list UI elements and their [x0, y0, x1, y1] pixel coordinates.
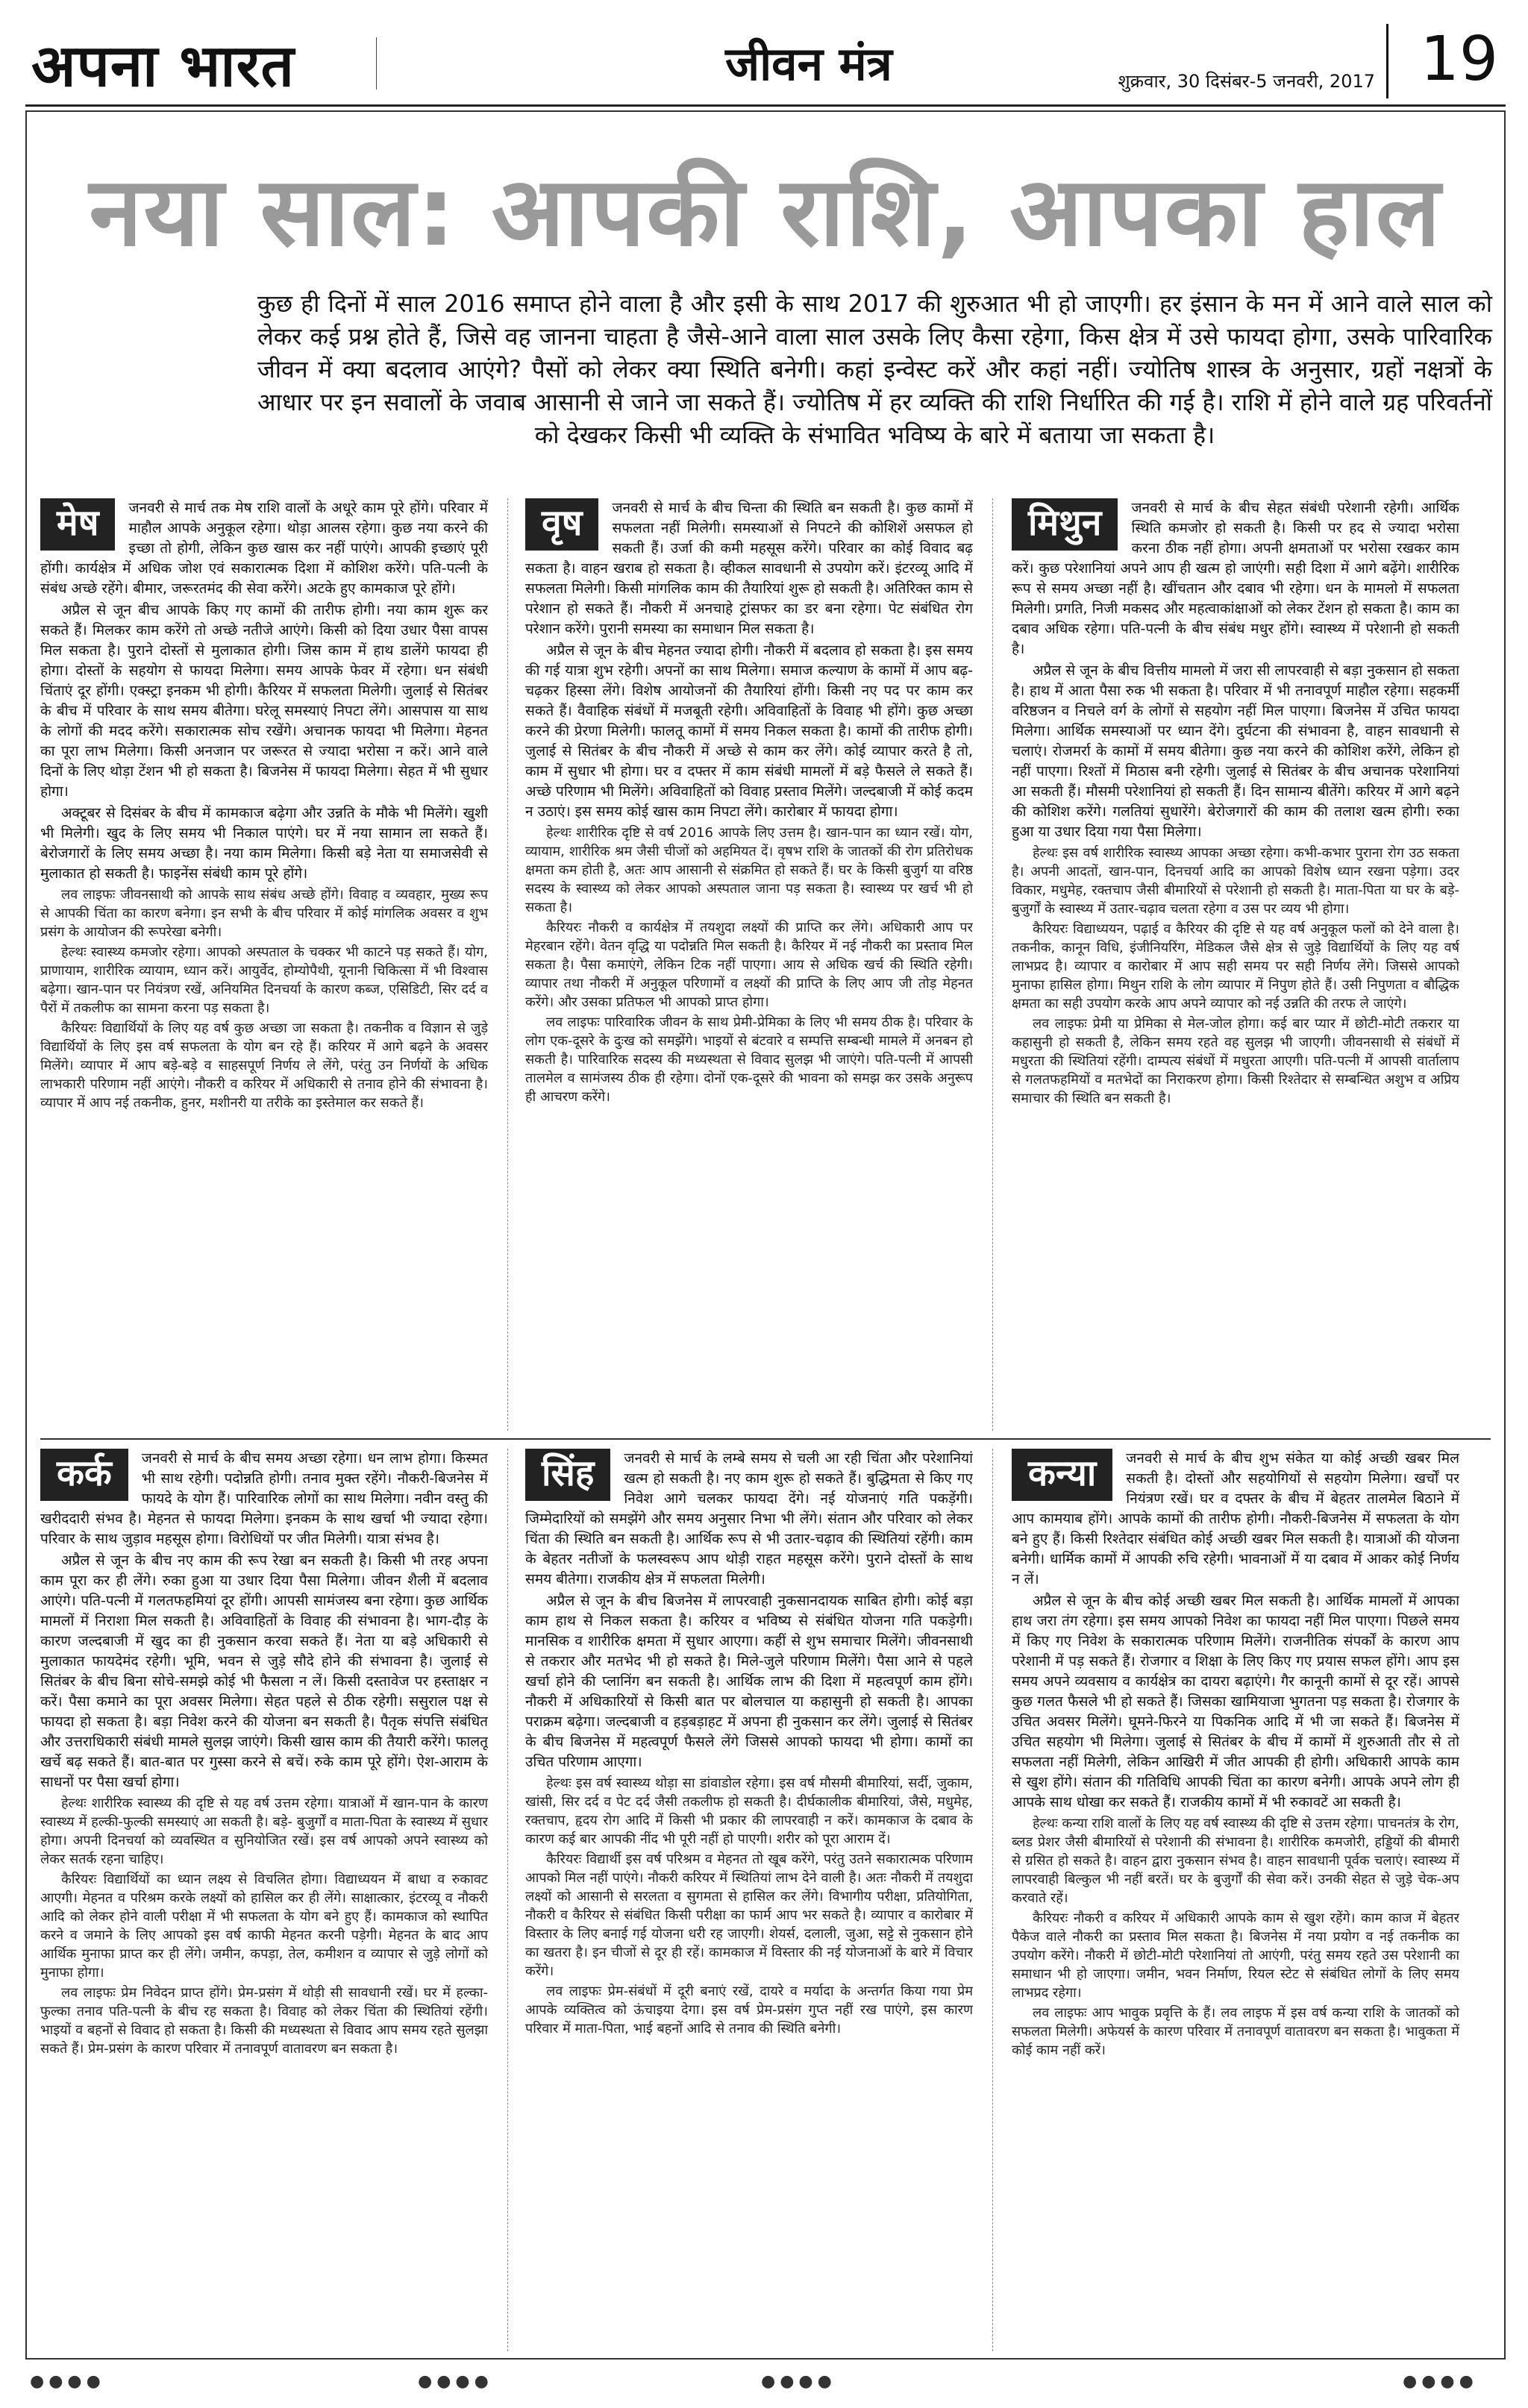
career-paragraph: कैरियरः विद्यार्थी इस वर्ष परिश्रम व मेहनत तो खूब करेंगे, परंतु उतने सकारात्मक परिणाम आपको मिल नहीं पाएंगे। नौकरी करियर में स्थितियां लाभ देने वाली है। अतः नौकरी में तयशुदा लक्ष्यों को आसानी से सरलता व सुगमता से हासिल कर लेंगे। विभागीय परीक्षा, प्रतियोगिता, नौकरी व कैरियर से संबंधित किसी परीक्षा का फार्म आप भर सकते है। व्यापार व कारोबार में विस्तार के लिए बनाई गई योजना धरी रह जाएगी। शेयर्स, दलाली, जुआ, सट्टे से नुकसान होने का खतरा है। इन चीजों से दूर ही रहें। कामकाज में विस्तार की नई योजनाओं के बारे में विचार करेंगे। [525, 1852, 973, 1979]
health-paragraph: हेल्थः स्वास्थ्य कमजोर रहेगा। आपको अस्पताल के चक्कर भी काटने पड़ सकते हैं। योग, प्राणायाम, शारीरिक व्यायाम, ध्यान करें। आयुर्वेद, होम्योपैथी, यूनानी चिकित्सा में भी विश्वास बढ़ेगा। खान-पान पर नियंत्रण रखें, अनियमित दिनचर्या के कारण कब्ज, एसिडिटी, सिर दर्द व पैरों में तकलीफ का सामना करना पड़ सकता है। [40, 944, 488, 1016]
sign-paragraph: अप्रैल से जून के बीच नए काम की रूप रेखा बन सकती है। किसी भी तरह अपना काम पूरा कर ही लेंगे। रुका हुआ या उधार दिया पैसा मिलेगा। जीवन शैली में बदलाव आएंगे। पति-पत्नी में गलतफहमियां दूर होंगी। आपसी सामंजस्य बना रहेगा। कुछ आर्थिक मामलों में निराशा मिल सकती है। अविवाहितों के विवाह की संभावना है। भाग-दौड़ के कारण जल्दबाजी में खुद का ही नुकसान करवा सकते हैं। नेता या बड़े अधिकारी से मुलाकात फायदेमंद रहेगी। भूमि, भवन से जुड़े सौदे होने की संभावना है। जुलाई से सितंबर के बीच बिना सोचे-समझे कोई भी फैसला न लें। किसी दस्तावेज पर हस्ताक्षर न करें। पैसा कमाने का पूरा अवसर मिलेगा। सेहत पहले से ठीक रहेगी। ससुराल पक्ष से फायदा हो सकता है। बड़ा निवेश करने की योजना बन सकती है। पैतृक संपत्ति संबंधित और उत्तराधिकारी संबंधी मामले सुलझ जाएंगे। किसी खास काम की तैयारी करेंगे। फालतू खर्चे बढ़ सकते हैं। बात-बात पर गुस्सा करने से बचें। रुके काम पूरे होंगे। ऐश-आराम के साधनों पर पैसा खर्चा होगा। [40, 1552, 488, 1790]
sign-paragraph: जनवरी से मार्च के बीच शुभ संकेत या कोई अच्छी खबर मिल सकती है। दोस्तों और सहयोगियों से सहयोग मिलेगा। खर्चों पर नियंत्रण रखें। घर व दफ्तर के बीच में बेहतर तालमेल बिठाने में आप कामयाब होंगे। आपके कामों की तारीफ होगी। नौकरी-बिजनेस में सफलता के योग बने हुए हैं। किसी रिश्तेदार संबंधित कोई अच्छी खबर मिल सकती है। यात्राओं की योजना बनेगी। धार्मिक कामों में आपकी रुचि रहेगी। भावनाओं में या दबाव में आकर कोई निर्णय न लें। [1012, 1450, 1459, 1587]
section-title: जीवन मंत्र [725, 37, 892, 91]
sign-paragraph: अप्रैल से जून बीच आपके किए गए कामों की तारीफ होगी। नया काम शुरू कर सकते हैं। मिलकर काम करेंगे तो अच्छे नतीजे आएंगे। किसी को दिया उधार पैसा वापस मिल सकता है। पुराने दोस्तों से मुलाकात होगी। जिस काम में हाथ डालेंगे फायदा ही होगा। दोस्तों के सहयोग से फायदा मिलेगा। समय आपके फेवर में रहेगा। धन संबंधी चिंताएं दूर होंगी। एक्स्ट्रा इनकम भी होगी। कैरियर में सफलता मिलेगी। जुलाई से सितंबर के बीच में परिवार के साथ समय बीतेगा। घरेलू समस्याएं निपटा लेंगे। आसपास या साथ के लोगों की मदद करेंगे। सकारात्मक सोच रखेंगे। अचानक फायदा भी मिलेगा। मेहनत का पूरा लाभ मिलेगा। किसी अनजान पर जरूरत से ज्यादा भरोसा न करें। आने वाले दिनों के लिए थोड़ा टेंशन भी हो सकता है। बिजनेस में फायदा मिलेगा। सेहत में भी सुधार होगा। [40, 602, 488, 800]
sign-paragraph: जनवरी से मार्च के लम्बे समय से चली आ रही चिंता और परेशानियां खत्म हो सकती है। नए काम शुरू हो सकते हैं। बुद्धिमता से किए गए निवेश आगे चलकर फायदा देंगे। नई योजनाएं गति पकड़ेंगी। जिम्मेदारियों को समझेंगे और समय अनुसार निभा भी लेंगे। संतान और परिवार को लेकर चिंता की स्थिति बन सकती है। आर्थिक रूप से भी उतार-चढ़ाव की स्थितियां रहेंगी। काम के बेहतर नतीजों के फलस्वरूप आप थोड़ी राहत महसूस करेंगे। पुराने दोस्तों के साथ समय बीतेगा। राजकीय क्षेत्र में सफलता मिलेगी। [525, 1450, 973, 1587]
sign-paragraph: अप्रैल से जून के बीच बिजनेस में लापरवाही नुकसानदायक साबित होगी। कोई बड़ा काम हाथ से निकल सकता है। करियर व भविष्य से संबंधित योजना गति पकड़ेगी। मानसिक व शारीरिक क्षमता में सुधार आएगा। कहीं से शुभ समाचार मिलेंगे। जीवनसाथी से तकरार और मतभेद भी हो सकते है। मिले-जुले परिणाम मिलेंगे। पैसा आने से पहले खर्चा होने की प्लानिंग बन सकती है। आर्थिक लाभ की दिशा में महत्वपूर्ण काम होंगे। नौकरी में अधिकारियों से किसी बात पर बोलचाल या कहासुनी हो सकती है। आपका पराक्रम बढ़ेगा। जल्दबाजी व हड़बड़ाहट में अपना ही नुकसान कर लेंगे। जुलाई से सितंबर के बीच बिजनेस में महत्वपूर्ण फैसले लेंगे जिससे आपको फायदा भी होगा। कामों का उचित परिणाम आएगा। [525, 1593, 973, 1770]
career-paragraph: कैरियरः नौकरी व कार्यक्षेत्र में तयशुदा लक्ष्यों की प्राप्ति कर लेंगे। अधिकारी आप पर मेहरबान रहेंगे। वेतन वृद्धि या पदोन्नति मिल सकती है। कैरियर में नई नौकरी का प्रस्ताव मिल सकता है। पैसा कमाएंगे, लेकिन टिक नहीं पाएगा। आय से अधिक खर्च की स्थिति रहेगी। व्यापार तथा नौकरी में अनुकूल परिणामों व लक्ष्यों की प्राप्ति के लिए आप जी तोड़ मेहनत करेंगे। और उसका प्रतिफल भी आपको प्राप्त होगा। [525, 920, 973, 1010]
sign-column-kark [40, 1449, 488, 2351]
column-divider [507, 1449, 508, 2351]
footer-dots: ●●●● [1403, 2372, 1478, 2391]
masthead-divider [376, 37, 377, 90]
love-life-paragraph: लव लाइफः आप भावुक प्रवृत्ति के हैं। लव लाइफ में इस वर्ष कन्या राशि के जातकों को सफलता मिलेगी। अफेयर्स के कारण परिवार में तनावपूर्ण वातावरण बन सकता है। भावुकता में कोई काम नहीं करें। [1012, 2005, 1459, 2058]
sign-paragraph: अप्रैल से जून के बीच मेहनत ज्यादा होगी। नौकरी में बदलाव हो सकता है। इस समय की गई यात्रा शुभ रहेगी। अपनों का साथ मिलेगा। समाज कल्याण के कामों में आप बढ़-चढ़कर हिस्सा लेंगे। विशेष आयोजनों की तैयारियां होंगी। किसी नए पद पर काम कर सकते हैं। वैवाहिक संबंधों में मजबूती रहेगी। अविवाहितों के विवाह भी होंगे। कुछ अच्छा करने की प्रेरणा मिलेगी। फालतू कामों में समय निकल सकता है। कामों की तारीफ होगी। जुलाई से सितंबर के बीच नौकरी में अच्छे से काम कर लेंगे। कोई व्यापार करते है तो, काम में सुधार भी होगा। घर व दफ्तर में काम संबंधी मामलों में बड़े फैसले ले सकते हैं। अच्छे परिणाम भी मिलेंगे। अविवाहितों को विवाह प्रस्ताव मिलेंगे। जल्दबाजी में कोई कदम न उठाएं। इस समय कोई खास काम निपटा लेंगे। कारोबार में फायदा होगा। [525, 642, 973, 820]
sign-label: मेष [40, 498, 115, 551]
career-paragraph: कैरियरः नौकरी व करियर में अधिकारी आपके काम से खुश रहेंगे। काम काज में बेहतर पैकेज वाले नौकरी का प्रस्ताव मिल सकता है। बिजनेस में नया प्रयोग व नई तकनीक का उपयोग करेंगे। नौकरी में छोटी-मोटी परेशानियां तो आएंगी, परंतु समय रहते उस परेशानी का समाधान भी हो जाएगा। जमीन, भवन निर्माण, रियल स्टेट से संबंधित लोगों के लिए समय लाभप्रद रहेगा। [1012, 1910, 1459, 2001]
love-life-paragraph: लव लाइफः प्रेमी या प्रेमिका से मेल-जोल होगा। कई बार प्यार में छोटी-मोटी तकरार या कहासुनी हो सकती है, लेकिन समय रहते वह सुलझ भी जाएगी। जीवनसाथी से संबंधों में मधुरता की स्थितियां रहेंगी। दाम्पत्य संबंधों में मधुरता आएगी। पति-पत्नी में आपसी वार्तालाप से गलतफहमियों व मतभेदों का निराकरण होगा। किसी रिश्तेदार से सम्बन्धित अशुभ व अप्रिय समाचार की स्थिति बन सकती है। [1012, 1016, 1459, 1106]
row-divider [40, 1438, 1491, 1440]
sign-paragraph: अप्रैल से जून के बीच वित्तीय मामलो में जरा सी लापरवाही से बड़ा नुकसान हो सकता है। हाथ में आता पैसा रुक भी सकता है। परिवार में भी तनावपूर्ण माहौल रहेगा। सहकर्मी वरिष्ठजन व निचले वर्ग के लोगों से सहयोग नहीं मिल पाएगा। बिजनेस में उचित फायदा मिलेगा। आर्थिक समस्याओं पर ध्यान देंगे। दुर्घटना की संभावना है, वाहन सावधानी से चलाएं। रोजमर्रा के कामों में समय बीतेगा। कुछ नया करने की कोशिश करेंगे, लेकिन हो नहीं पाएगा। रिश्तों में मिठास बनी रहेगी। जुलाई से सितंबर के बीच अचानक परेशानियां आ सकती हैं। मौसमी परेशानियां हो सकती हैं। दिन सामान्य बीतेंगे। करियर में आगे बढ़ने की कोशिश करेंगे। गलतियां सुधारेंगे। बेरोजगारों की काम की तलाश खत्म होगी। रुका हुआ या उधार दिया गया पैसा मिलेगा। [1012, 662, 1459, 840]
love-life-paragraph: लव लाइफः जीवनसाथी को आपके साथ संबंध अच्छे होंगे। विवाह व व्यवहार, मुख्य रूप से आपकी चिंता का कारण बनेगा। इन सभी के बीच परिवार में कोई मांगलिक अवसर व शुभ प्रसंग के आयोजन की रूपरेखा बनेगी। [40, 887, 488, 940]
health-paragraph: हेल्थः शारीरिक दृष्टि से वर्ष 2016 आपके लिए उत्तम है। खान-पान का ध्यान रखें। योग, व्यायाम, शारीरिक श्रम जैसी चीजों को अहमियत दें। वृषभ राशि के जातकों की रोग प्रतिरोधक क्षमता कम होती है, अतः आप आसानी से संक्रमित हो सकते हैं। घर के किसी बुजुर्ग या वरिष्ठ सदस्य के स्वास्थ्य को लेकर आपको अस्पताल जाना पड़ सकता है। स्वास्थ्य पर खर्च भी हो सकता है। [525, 825, 973, 915]
masthead [25, 21, 1506, 107]
health-paragraph: हेल्थः इस वर्ष स्वास्थ्य थोड़ा सा डांवाडोल रहेगा। इस वर्ष मौसमी बीमारियां, सर्दी, जुकाम, खांसी, सिर दर्द व पेट दर्द जैसी तकलीफ हो सकती है। दीर्घकालीक बीमारियां, जैसे, मधुमेह, रक्तचाप, हृदय रोग आदि में किसी भी प्रकार की लापरवाही न करें। कामकाज के दबाव के कारण कई बार आपकी नींद भी पूरी नहीं हो पाएगी। शरीर को पूरा आराम दें। [525, 1775, 973, 1847]
newspaper-brand: अपना भारत [31, 32, 295, 100]
column-divider [992, 498, 993, 1431]
sign-column-kanya [1012, 1449, 1459, 2351]
sign-paragraph: जनवरी से मार्च तक मेष राशि वालों के अधूरे काम पूरे होंगे। परिवार में माहौल आपके अनुकूल रहेगा। थोड़ा आलस रहेगा। कुछ नया करने की इच्छा तो होगी, लेकिन कुछ खास कर नहीं पाएंगे। आपकी इच्छाएं पूरी होंगी। कार्यक्षेत्र में अधिक जोश एवं सकारात्मक दिशा में कोशिश करेंगे। पति-पत्नी के संबंध अच्छे रहेंगे। बीमार, जरूरतमंद की सेवा करेंगे। अटके हुए कामकाज पूरे होंगे। [40, 500, 488, 597]
career-paragraph: कैरियरः विद्यार्थियों के लिए यह वर्ष कुछ अच्छा जा सकता है। तकनीक व विज्ञान से जुड़े विद्यार्थियों के लिए इस वर्ष सफलता के योग बन रहे हैं। करियर में आगे बढ़ने के अवसर मिलेंगे। व्यापार में आप बड़े-बड़े व साहसपूर्ण निर्णय ले लेंगे, परंतु उन निर्णयों के अधिक लाभकारी परिणाम नहीं आएंगे। नौकरी व करियर में अधिकारी से तनाव होने की संभावना है। व्यापार में आप नई तकनीक, हुनर, मशीनरी या तरीके का इस्तेमाल कर सकते हैं। [40, 1020, 488, 1111]
sign-column-singh [525, 1449, 973, 2351]
column-divider [992, 1449, 993, 2351]
sign-paragraph: जनवरी से मार्च के बीच सेहत संबंधी परेशानी रहेगी। आर्थिक स्थिति कमजोर हो सकती है। किसी पर हद से ज्यादा भरोसा करना ठीक नहीं होगा। अपनी क्षमताओं पर भरोसा रखकर काम करें। कुछ परेशानियां अपने आप ही खत्म हो जाएंगी। सही दिशा में आगे बढ़ेंगे। शारीरिक रूप से समय अच्छा नहीं है। खींचतान और दबाव भी रहेगा। धन के मामलो में सफलता मिलेगी। प्रगति, निजी मकसद और महत्वाकांक्षाओं को लेकर टेंशन हो सकता है। काम का दबाव अधिक रहेगा। पति-पत्नी के बीच संबंध मधुर होंगे। स्वास्थ्य में परेशानी हो सकती है। [1012, 500, 1459, 657]
page-number: 19 [1386, 24, 1506, 98]
sign-label: कर्क [40, 1449, 128, 1501]
love-life-paragraph: लव लाइफः प्रेम निवेदन प्राप्त होंगे। प्रेम-प्रसंग में थोड़ी सी सावधानी रखें। घर में हल्का-फुल्का तनाव पति-पत्नी के बीच रह सकता है। विवाह को लेकर चिंता की स्थितियां रहेंगी। भाइयों व बहनों से विवाद हो सकता है। किसी की मध्यस्थता से विवाद आप समय रहते सुलझा सकते हैं। प्रेम-प्रसंग के कारण परिवार में तनावपूर्ण वातावरण बन सकता है। [40, 1985, 488, 2057]
love-life-paragraph: लव लाइफः पारिवारिक जीवन के साथ प्रेमी-प्रेमिका के लिए भी समय ठीक है। परिवार के लोग एक-दूसरे के दुःख को समझेंगे। भाइयों से बंटवारे व सम्पत्ति सम्बन्धी मामले में अनबन हो सकती है। पारिवारिक सदस्य की मध्यस्थता से विवाद सुलझ भी जाएंगे। पति-पत्नी में आपसी तालमेल व सामंजस्य ठीक ही रहेगा। दोनों एक-दूसरे की भावना को समझ कर उसके अनुरूप ही आचरण करेंगे। [525, 1015, 973, 1105]
sign-label: सिंह [525, 1449, 610, 1501]
health-paragraph: हेल्थः कन्या राशि वालों के लिए यह वर्ष स्वास्थ्य की दृष्टि से उत्तम रहेगा। पाचनतंत्र के रोग, ब्लड प्रेशर जैसी बीमारियों से परेशानी की संभावना है। शारीरिक कमजोरी, हड्डियों की बीमारी से ग्रसित हो सकते है। वाहन द्वारा नुकसान संभव है। वाहन सावधानी पूर्वक चलाएं। स्वास्थ्य में लापरवाही बिल्कुल भी नहीं बरतें। घर के बुजुर्गों की सेवा करें। उनकी सेहत से जुड़े चेक-अप करवाते रहें। [1012, 1816, 1459, 1906]
sign-column-mithun [1012, 498, 1459, 1431]
sign-paragraph: जनवरी से मार्च के बीच चिन्ता की स्थिति बन सकती है। कुछ कामों में सफलता नहीं मिलेगी। समस्याओं से निपटने की कोशिशें असफल हो सकती हैं। उर्जा की कमी महसूस करेंगे। परिवार का कोई विवाद बढ़ सकता है। वाहन खराब हो सकता है। व्हीकल सावधानी से उपयोग करें। इंटरव्यू आदि में सफलता मिलेगी। किसी मांगलिक काम की तैयारियां शुरू हो सकती है। अतिरिक्त काम से परेशान हो सकते हैं। नौकरी में अनचाहे ट्रांसफर का डर बना रहेगा। पेट संबंधित रोग परेशान करेंगे। पुरानी समस्या का समाधान मिल सकता है। [525, 500, 973, 637]
headline: नया साल: आपकी राशि, आपका हाल [89, 157, 1442, 268]
sign-paragraph: अक्टूबर से दिसंबर के बीच में कामकाज बढ़ेगा और उन्नति के मौके भी मिलेंगे। खुशी भी मिलेगी। खुद के लिए समय भी निकाल पाएंगे। घर में नया सामान ला सकते हैं। बेरोजगारों के लिए समय अच्छा है। नया काम मिलेगा। किसी बड़े नेता या समाजसेवी से मुलाकात हो सकती है। फाइनेंस संबंधी काम पूरे होंगे। [40, 805, 488, 882]
footer-dots: ●●●● [418, 2372, 493, 2391]
intro-paragraph: कुछ ही दिनों में साल 2016 समाप्त होने वाला है और इसी के साथ 2017 की शुरुआत भी हो जाएगी। हर इंसान के मन में आने वाले साल को लेकर कई प्रश्न होते हैं, जिसे वह जानना चाहता है जैसे-आने वाला साल उसके लिए कैसा रहेगा, किस क्षेत्र में उसे फायदा होगा, उसके पारिवारिक जीवन में क्या बदलाव आएंगे? पैसों को लेकर क्या स्थिति बनेगी। कहां इन्वेस्ट करें और कहां नहीं। ज्योतिष शास्त्र के अनुसार, ग्रहों नक्षत्रों के आधार पर इन सवालों के जवाब आसानी से जाने जा सकते हैं। ज्योतिष में हर व्यक्ति की राशि निर्धारित की गई है। राशि में होने वाले ग्रह परिवर्तनों को देखकर किसी भी व्यक्ति के संभावित भविष्य के बारे में बताया जा सकता है। [257, 289, 1492, 449]
love-life-paragraph: लव लाइफः प्रेम-संबंधों में दूरी बनाएं रखें, दायरे व मर्यादा के अन्तर्गत किया गया प्रेम आपके व्यक्तित्व को ऊंचाइया देगा। इस वर्ष प्रेम-प्रसंग गुप्त नहीं रख पाएंगे, इस कारण परिवार में माता-पिता, भाई बहनों आदि से तनाव की स्थिति बनेगी। [525, 1984, 973, 2037]
dateline: शुक्रवार, 30 दिसंबर-5 जनवरी, 2017 [1118, 71, 1375, 92]
health-paragraph: हेल्थः इस वर्ष शारीरिक स्वास्थ्य आपका अच्छा रहेगा। कभी-कभार पुराना रोग उठ सकता है। अपनी आदतों, खान-पान, दिनचर्या आदि का आपको विशेष ध्यान रखना पड़ेगा। उदर विकार, मधुमेह, रक्तचाप जैसी बीमारियों से परेशानी हो सकती है। माता-पिता या घर के बड़े-बुजुर्गों के स्वास्थ्य में उतार-चढ़ाव चलता रहेगा व उस पर व्यय भी होगा। [1012, 845, 1459, 917]
career-paragraph: कैरियरः विद्यार्थियों का ध्यान लक्ष्य से विचलित होगा। विद्याध्ययन में बाधा व रुकावट आएगी। मेहनत व परिश्रम करके लक्ष्यों को हासिल कर ही लेंगे। साक्षात्कार, इंटरव्यू व नौकरी आदि को लेकर होने वाली परीक्षा में भी सफलता के योग बने हुए हैं। कामकाज को स्थापित करने व जमाने के लिए आपको इस वर्ष काफी मेहनत करनी पड़ेगी। मेहनत के बाद आप आर्थिक मुनाफा प्राप्त कर ही लेंगे। जमीन, कपड़ा, तेल, कमीशन व व्यापार से जुड़े लोगों को मुनाफा होगा। [40, 1872, 488, 1981]
footer-dots: ●●●● [761, 2372, 836, 2391]
sign-label: वृष [525, 498, 598, 551]
career-paragraph: कैरियरः विद्याध्ययन, पढ़ाई व कैरियर की दृष्टि से यह वर्ष अनुकूल फलों को देने वाला है। तकनीक, कानून विधि, इंजीनियरिंग, मेडिकल जैसे क्षेत्र से जुड़े विद्यार्थियों के लिए यह वर्ष लाभप्रद है। व्यापार व कारोबार में आप सही समय पर सही निर्णय लेंगे। जिससे आपको मुनाफा हासिल होगा। मिथुन राशि के लोग व्यापार में निपुण होते हैं। उसी निपुणता व बौद्धिक क्षमता का सही उपयोग करके आप अपने व्यापार को नई उन्नति की तरफ ले जाएंगे। [1012, 921, 1459, 1012]
sign-paragraph: जनवरी से मार्च के बीच समय अच्छा रहेगा। धन लाभ होगा। किस्मत भी साथ रहेगी। पदोन्नति होगी। तनाव मुक्त रहेंगे। नौकरी-बिजनेस में फायदे के योग हैं। पारिवारिक लोगों का साथ मिलेगा। नवीन वस्तु की खरीददारी संभव है। मेहनत से फायदा मिलेगा। इनकम के साथ खर्चा भी ज्यादा रहेगा। परिवार के साथ जुड़ाव महसूस होगा। विरोधियों पर जीत मिलेगी। यात्रा संभव है। [40, 1450, 488, 1547]
sign-column-vrish [525, 498, 973, 1431]
sign-paragraph: अप्रैल से जून के बीच कोई अच्छी खबर मिल सकती है। आर्थिक मामलों में आपका हाथ जरा तंग रहेगा। इस समय आपको निवेश का फायदा नहीं मिल पाएगा। पिछले समय में किए गए निवेश के सकारात्मक परिणाम मिलेंगे। राजनीतिक संपर्कों के कारण आप परेशानी में पड़ सकते हैं। रोजगार व शिक्षा के लिए किए गए प्रयास सफल होंगे। आप इस समय अपने व्यवसाय व कार्यक्षेत्र का दायरा बढ़ाएंगे। गैर कानूनी कामों से दूर रहें। आपसे कुछ गलत फैसले भी हो सकते हैं। जिसका खामियाजा भुगतना पड़ सकता है। रोजगार के उचित अवसर मिलेंगे। घूमने-फिरने या पिकनिक आदि में भी जा सकते हैं। बिजनेस में उचित सहयोग भी मिलेगा। जुलाई से सितंबर के बीच में कामों में शुरुआती तौर से तो सफलता नहीं मिलेगी, लेकिन आखिरी में जीत आपकी ही होगी। अधिकारी आपके काम से खुश होंगे। संतान की गतिविधि आपकी चिंता का कारण बनेगी। आपके अपने लोग ही आपके साथ धोखा कर सकते हैं। राजकीय कामों में भी रुकावटें आ सकती है। [1012, 1593, 1459, 1810]
footer-dots: ●●●● [30, 2372, 105, 2391]
column-divider [507, 498, 508, 1431]
health-paragraph: हेल्थः शारीरिक स्वास्थ्य की दृष्टि से यह वर्ष उत्तम रहेगा। यात्राओं में खान-पान के कारण स्वास्थ्य में हल्की-फुल्की समस्याएं आ सकती है। बड़े- बुजुर्गों व माता-पिता के स्वास्थ्य में सुधार होगा। अपनी दिनचर्या को व्यवस्थित व सुनियोजित रखें। इस वर्ष आपको अपने स्वास्थ्य को लेकर सतर्क रहना चाहिए। [40, 1796, 488, 1867]
sign-column-mesh [40, 498, 488, 1431]
sign-label: कन्या [1012, 1449, 1112, 1501]
sign-label: मिथुन [1012, 498, 1118, 551]
